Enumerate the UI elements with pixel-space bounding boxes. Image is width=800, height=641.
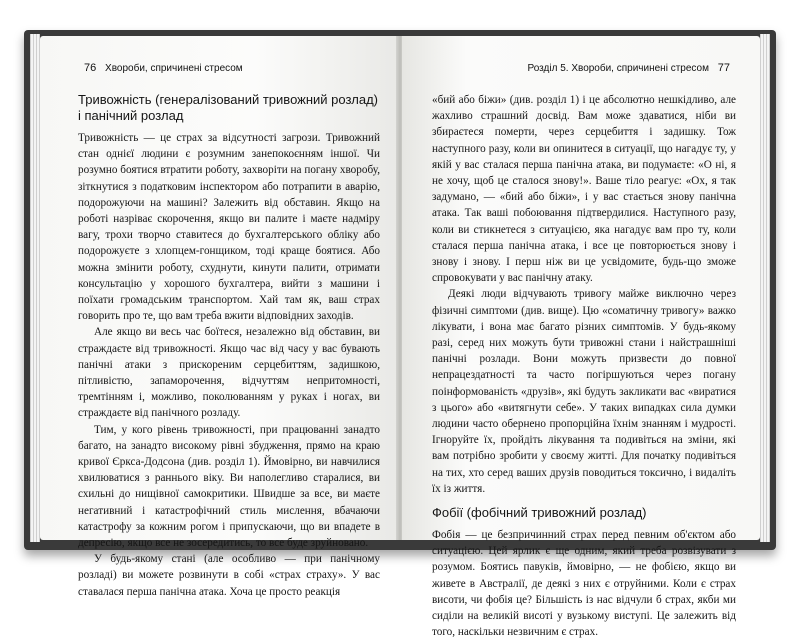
- paragraph: «бий або біжи» (див. розділ 1) і це абсолютно нешкідливо, але жахливо страшний досвід. Вам може здаватися, ніби ви збираєтеся померти, через серцебиття і задишку. Тож наступного разу, коли ви опинитеся в ситуації, що нагадує ту, у якій у вас сталася перша панічна атака, ви подумаєте: «О ні, я не хочу, щоб це сталося знову!». Ваше тіло реагує: «Ох, я так задумано, — «бий або біжи», і у вас стається знову панічна атака. Так ваші побоювання підтвердилися. Наступного разу, коли ви стикнетеся з ситуацією, яка нагадує вам про ту, коли сталася перша панічна атака, і все це повторюється знову і знову і знову. І перш ніж ви це усвідомите, будь-що зможе спровокувати у вас панічну атаку.: [432, 94, 736, 285]
- page-number: 76: [84, 62, 97, 74]
- running-head-left: [78, 62, 243, 74]
- running-head-title: Хвороби, спричинені стресом: [105, 63, 243, 74]
- paragraph: У будь-якому стані (але особливо — при панічному розладі) ви можете розвинути в собі «страх страху». У вас ставалася перша панічна атака. Хоча це просто реакція: [78, 553, 380, 598]
- page-number: 77: [717, 62, 730, 74]
- right-page-body: [432, 92, 736, 641]
- page-edges-right: [760, 34, 770, 542]
- running-head-right: [527, 62, 736, 74]
- page-edges-left: [30, 34, 40, 542]
- left-page: [40, 36, 398, 598]
- paragraph: Деякі люди відчувають тривогу майже виключно через фізичні симптоми (див. вище). Цю «соматичну тривогу» важко лікувати, і вона має багато різних симптомів. У будь-якому разі, серед них можуть бути тривожні стани і найстрашніші панічні розлади. Вони можуть призвести до повної непрацездатності та часто погіршуються через погану поінформованість «друзів», які будуть закликати вас «виратися з цього» або «витягнути себе». У таких випадках сила думки людини часто обернено пропорційна їхнім знанням і мудрості. Ігноруйте їх, пройдіть лікування та подивіться на зміни, які вам потрібно зробити у своєму житті. Для початку подивіться на тих, хто серед ваших друзів поводиться токсично, і видаліть їх із життя.: [432, 288, 736, 495]
- paragraph: Тим, у кого рівень тривожності, при працюванні занадто багато, на занадто високому рівні збудження, прямо на краю кривої Єркса-Додсона (див. розділ 1). Ймовірно, ви навчилися хвилюватися з раннього віку. Ви наполегливо старалися, ви схильні до нищівної самокритики. Швидше за все, ви маєте негативний і катастрофічний стиль мислення, вбачаючи катастрофу за кожним рогом і припускаючи, що ви впадете в депресію, якщо все не зосередитись, то все буде зруйновано.: [78, 423, 380, 550]
- section-heading: Тривожність (генералізований тривожний розлад) і панічний розлад: [78, 92, 379, 123]
- right-page: [402, 36, 760, 639]
- paragraph: Тривожність — це страх за відсутності загрози. Тривожний стан однієї людини є розумним занепокоєнням іншої. Чи розумно боятися втратити роботу, захворіти на погану хворобу, зіткнутися з податковим інспектором або потрапити в аварію, подорожуючи на машині? Залежить від обставин. Якщо на роботі назріває скорочення, якщо ви палите і маєте надміру вагу, трохи творчо ставитеся до бухгалтерського обліку або подорожуєте з хлопцем-гонщиком, тоді краще боятися. Або можна змінити роботу, схуднути, кинути палити, отримати консультацію у хорошого бухгалтера, вийти з машини і поїхати громадським транспортом. Хай там як, ваш страх говорить про те, що вам треба вжити відповідних заходів.: [78, 132, 380, 323]
- section-heading: Фобії (фобічний тривожний розлад): [432, 505, 647, 521]
- left-page-body: [78, 92, 380, 600]
- paragraph: Фобія — це безпричинний страх перед певним об'єктом або ситуацією. Цей ярлик є ще одним, який треба розвізувати з розумом. Боятись павуків, ймовірно, — не фобією, якщо ви живете в Австралії, де деякі з них є отруйними. Коли є страх висоти, чи фобія це? Більшість із нас відчули б страх, якби ми сиділи на великій висоті у вузькому виступі. Це залежить від того, наскільки незвичним є страх.: [432, 529, 736, 639]
- paragraph: Але якщо ви весь час боїтеся, незалежно від обставин, ви страждаєте від тривожності. Якщо час від часу у вас бувають панічні атаки з прискореним серцебиттям, задишкою, пітливістю, запаморочення, відчуттям непритомності, тремтінням і, можливо, поколюванням у руках і ногах, ви страждаєте від панічного розладу.: [78, 326, 380, 420]
- running-head-title: Розділ 5. Хвороби, спричинені стресом: [527, 63, 709, 74]
